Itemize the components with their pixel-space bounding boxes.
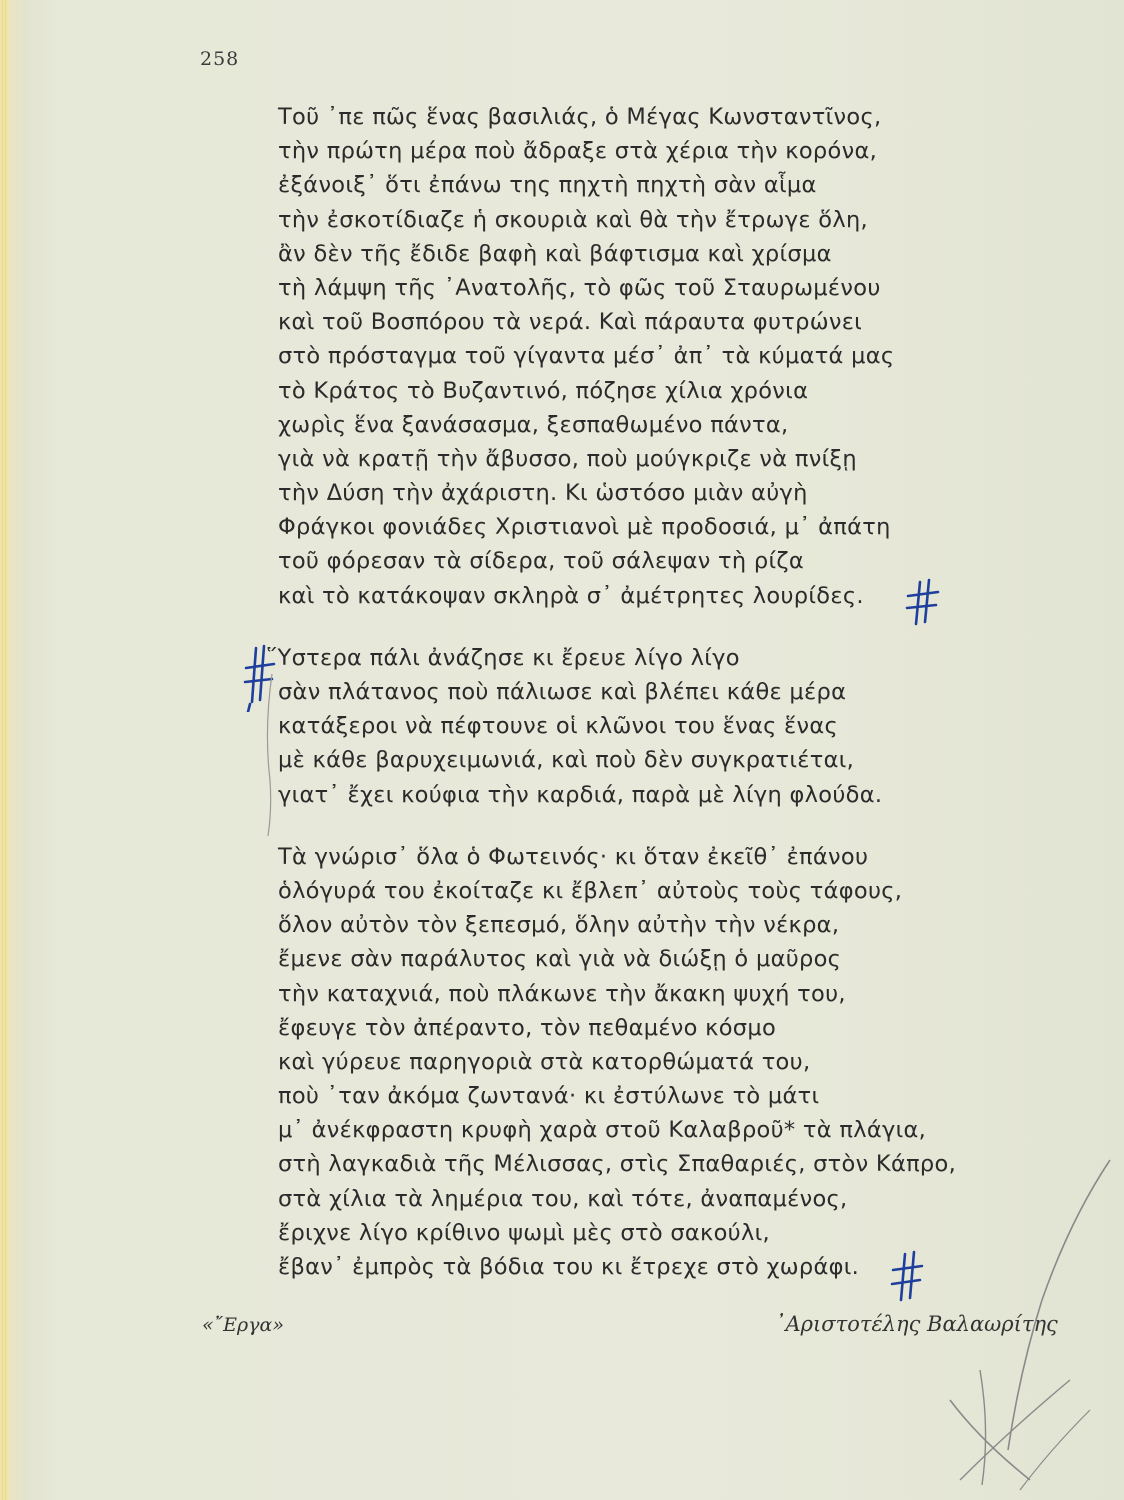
poem-line: στὸ πρόσταγμα τοῦ γίγαντα μέσ᾿ ἀπ᾿ τὰ κύματά μας: [278, 343, 895, 370]
poem-line: Τοῦ ᾿πε πῶς ἕνας βασιλιάς, ὁ Μέγας Κωνσταντῖνος,: [278, 104, 882, 130]
stanza: [230, 840, 1030, 1284]
poem-line: τοῦ φόρεσαν τὰ σίδερα, τοῦ σάλεψαν τὴ ρίζα: [278, 548, 805, 575]
page-edge: [0, 0, 8, 1500]
poem-line: μ᾿ ἀνέκφραστη κρυφὴ χαρὰ στοῦ Καλαβροῦ* τὰ πλάγια,: [278, 1117, 927, 1144]
poem-line: καὶ τὸ κατάκοψαν σκληρὰ σ᾿ ἀμέτρητες λουρίδες.: [278, 582, 864, 609]
poem-text: [230, 100, 1030, 1312]
poem-line: ποὺ ᾿ταν ἀκόμα ζωντανά· κι ἐστύλωνε τὸ μάτι: [278, 1083, 820, 1110]
poem-line: γιατ᾿ ἔχει κούφια τὴν καρδιά, παρὰ μὲ λίγη φλούδα.: [278, 781, 883, 808]
poem-line: χωρὶς ἕνα ξανάσασμα, ξεσπαθωμένο πάντα,: [278, 411, 789, 438]
poem-line: καὶ τοῦ Βοσπόρου τὰ νερά. Καὶ πάραυτα φυτρώνει: [278, 309, 863, 336]
page-number: 258: [200, 48, 240, 70]
poem-line: Φράγκοι φονιάδες Χριστιανοὶ μὲ προδοσιά, μ᾿ ἀπάτη: [278, 514, 891, 541]
poem-line: μὲ κάθε βαρυχειμωνιά, καὶ ποὺ δὲν συγκρατιέται,: [278, 747, 855, 774]
poem-line: τὴν πρώτη μέρα ποὺ ἄδραξε στὰ χέρια τὴν κορόνα,: [278, 138, 878, 165]
stanza: [230, 100, 1030, 613]
poem-line: ὅλον αὐτὸν τὸν ξεπεσμό, ὅλην αὐτὴν τὴν νέκρα,: [278, 912, 840, 939]
poem-line: καὶ γύρευε παρηγοριὰ στὰ κατορθώματά του,: [278, 1048, 811, 1075]
poem-line: τὴν ἐσκοτίδιαζε ἡ σκουριὰ καὶ θὰ τὴν ἔτρωγε ὅλη,: [278, 206, 868, 233]
poem-line: Τὰ γνώρισ᾿ ὅλα ὁ Φωτεινός· κι ὅταν ἐκεῖθ᾿ ἐπάνου: [278, 843, 869, 870]
poem-line: ἔφευγε τὸν ἀπέραντο, τὸν πεθαμένο κόσμο: [278, 1014, 777, 1041]
poem-line: ὁλόγυρά του ἐκοίταζε κι ἔβλεπ᾿ αὐτοὺς τοὺς τάφους,: [278, 877, 903, 904]
poem-line: ἔμενε σὰν παράλυτος καὶ γιὰ νὰ διώξῃ ὁ μαῦρος: [278, 946, 842, 973]
poem-line: τὸ Κράτος τὸ Βυζαντινό, πόζησε χίλια χρόνια: [278, 377, 809, 404]
poem-line: ἐξάνοιξ᾿ ὅτι ἐπάνω της πηχτὴ πηχτὴ σὰν αἷμα: [278, 172, 817, 199]
poem-line: τὴ λάμψη τῆς ᾿Ανατολῆς, τὸ φῶς τοῦ Σταυρωμένου: [278, 274, 881, 301]
author-name: ᾿Αριστοτέλης Βαλαωρίτης: [775, 1312, 1058, 1336]
source-title: «῎Εργα»: [202, 1314, 284, 1336]
poem-line: ἂν δὲν τῆς ἔδιδε βαφὴ καὶ βάφτισμα καὶ χρίσμα: [278, 240, 832, 267]
poem-line: γιὰ νὰ κρατῇ τὴν ἄβυσσο, ποὺ μούγκριζε νὰ πνίξῃ: [278, 445, 857, 472]
poem-line: ῞Υστερα πάλι ἀνάζησε κι ἔρευε λίγο λίγο: [266, 644, 740, 671]
poem-line: τὴν Δύση τὴν ἀχάριστη. Κι ὡστόσο μιὰν αὐγὴ: [278, 480, 808, 507]
poem-line: ἔβαν᾿ ἐμπρὸς τὰ βόδια του κι ἔτρεχε στὸ χωράφι.: [278, 1254, 860, 1280]
poem-line: κατάξεροι νὰ πέφτουνε οἱ κλῶνοι του ἕνας ἕνας: [278, 713, 839, 740]
poem-line: στὴ λαγκαδιὰ τῆς Μέλισσας, στὶς Σπαθαριές, στὸν Κάπρο,: [278, 1151, 957, 1178]
poem-line: στὰ χίλια τὰ λημέρια του, καὶ τότε, ἀναπαμένος,: [278, 1185, 848, 1212]
poem-line: σὰν πλάτανος ποὺ πάλιωσε καὶ βλέπει κάθε μέρα: [278, 679, 847, 705]
stanza: [230, 641, 1030, 812]
poem-line: ἔριχνε λίγο κρίθινο ψωμὶ μὲς στὸ σακούλι,: [278, 1219, 770, 1246]
poem-line: τὴν καταχνιά, ποὺ πλάκωνε τὴν ἄκακη ψυχή του,: [278, 980, 846, 1007]
